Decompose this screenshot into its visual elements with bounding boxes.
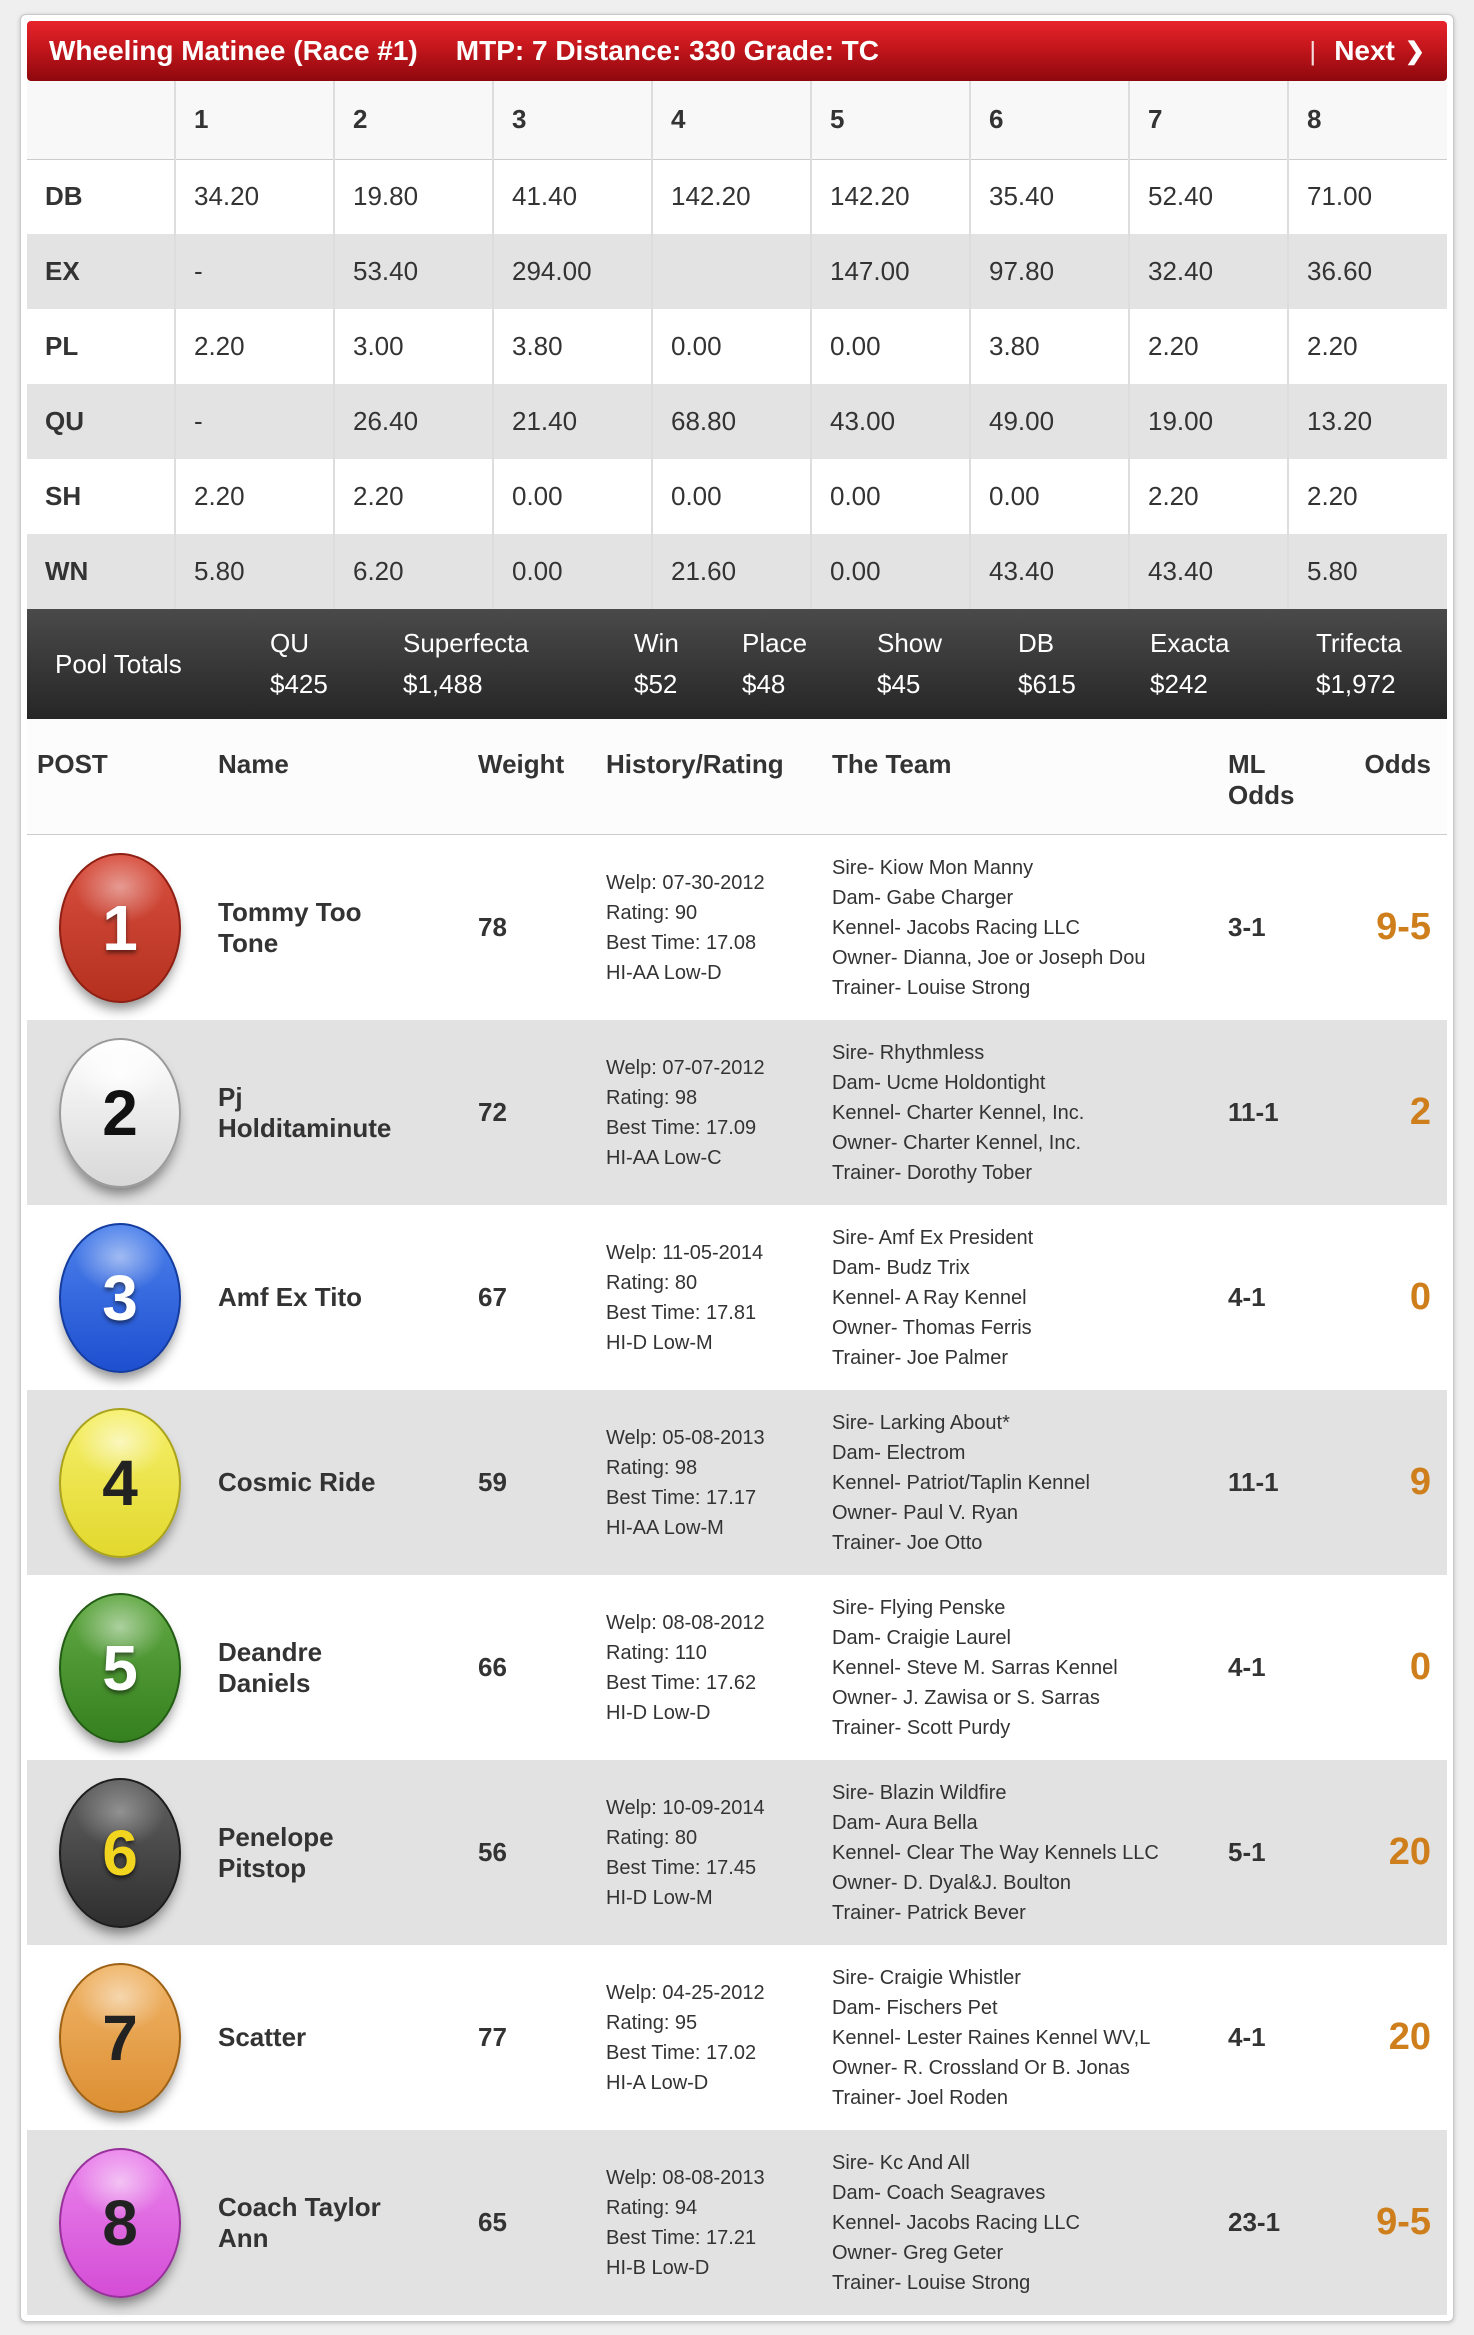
pool-name: Win [634, 628, 679, 658]
post-column-header: 5 [811, 81, 970, 159]
odds-row-wn [27, 534, 1447, 609]
odds-cell: 13.20 [1288, 384, 1447, 459]
pool-item-superfecta [403, 628, 634, 700]
odds-grid-corner-cell [27, 81, 175, 159]
runner-weight: 72 [478, 1097, 507, 1127]
entry-row-1 [27, 835, 1447, 1020]
odds-cell: 147.00 [811, 234, 970, 309]
pool-item-trifecta [1316, 628, 1402, 700]
post-column-header: 6 [970, 81, 1129, 159]
odds-cell: - [175, 234, 334, 309]
runner-weight: 59 [478, 1467, 507, 1497]
odds-cell [652, 234, 811, 309]
header-separator: | [1309, 35, 1317, 66]
runner-history: Welp: 08-08-2012 Rating: 110 Best Time: 17.62 HI-D Low-D [606, 1611, 765, 1724]
odds-cell: 21.40 [493, 384, 652, 459]
pool-amount: $425 [270, 669, 328, 699]
odds-cell: 2.20 [175, 309, 334, 384]
entry-row-7 [27, 1945, 1447, 2130]
runner-name: Coach Taylor Ann [218, 2191, 381, 2253]
chevron-right-icon: ❯ [1404, 37, 1425, 65]
runner-ml-odds: 23-1 [1228, 2207, 1281, 2237]
pool-amount: $615 [1018, 669, 1076, 699]
odds-cell: 21.60 [652, 534, 811, 609]
weight-header: Weight [452, 719, 582, 835]
odds-cell: 2.20 [1288, 459, 1447, 534]
pool-name: QU [270, 628, 309, 658]
pool-amount: $1,972 [1316, 669, 1396, 699]
runner-weight: 56 [478, 1837, 507, 1867]
runner-history: Welp: 10-09-2014 Rating: 80 Best Time: 17.45 HI-D Low-M [606, 1796, 765, 1909]
runner-odds: 20 [1388, 1831, 1431, 1873]
entry-row-4 [27, 1390, 1447, 1575]
post-column-header: 2 [334, 81, 493, 159]
runner-ml-odds: 5-1 [1228, 1837, 1266, 1867]
race-title: Wheeling Matinee (Race #1) [49, 35, 418, 66]
odds-row-label: QU [45, 406, 84, 436]
odds-cell: 41.40 [493, 159, 652, 234]
runner-odds: 20 [1388, 2016, 1431, 2058]
post-7-badge: 7 [59, 1963, 181, 2113]
odds-cell: 3.00 [334, 309, 493, 384]
pool-totals-bar [27, 609, 1447, 719]
pool-item-place [742, 628, 877, 700]
pool-amount: $52 [634, 669, 678, 699]
odds-row-ex [27, 234, 1447, 309]
post-column-header: 1 [175, 81, 334, 159]
runner-history: Welp: 07-07-2012 Rating: 98 Best Time: 17.09 HI-AA Low-C [606, 1056, 765, 1169]
runner-name: Amf Ex Tito [218, 1282, 362, 1312]
history-header: History/Rating [582, 719, 812, 835]
post-column-header: 8 [1288, 81, 1447, 159]
odds-cell: 32.40 [1129, 234, 1288, 309]
odds-cell: 43.40 [970, 534, 1129, 609]
runner-team: Sire- Larking About* Dam- Electrom Kennel- Patriot/Taplin Kennel Owner- Paul V. Ryan Trainer- Joe Otto [832, 1411, 1090, 1554]
post-6-badge: 6 [59, 1778, 181, 1928]
odds-row-label: SH [45, 481, 82, 511]
runner-weight: 65 [478, 2207, 507, 2237]
odds-cell: 2.20 [175, 459, 334, 534]
pool-name: Exacta [1150, 628, 1230, 658]
runner-ml-odds: 3-1 [1228, 912, 1266, 942]
race-card [20, 14, 1454, 2322]
post-4-badge: 4 [59, 1408, 181, 1558]
runner-team: Sire- Blazin Wildfire Dam- Aura Bella Kennel- Clear The Way Kennels LLC Owner- D. Dyal&J. Boulton Trainer- Patrick Bever [832, 1781, 1159, 1924]
race-info: MTP: 7 Distance: 330 Grade: TC [455, 35, 879, 66]
name-header: Name [202, 719, 452, 835]
odds-cell: 0.00 [493, 459, 652, 534]
race-header-bar [27, 21, 1447, 81]
odds-cell: 5.80 [1288, 534, 1447, 609]
pool-item-exacta [1150, 628, 1316, 700]
runner-name: Scatter [218, 2022, 307, 2052]
entry-row-8 [27, 2130, 1447, 2315]
odds-cell: 2.20 [1129, 459, 1288, 534]
odds-cell: 0.00 [811, 459, 970, 534]
entries-table [27, 719, 1447, 2315]
pool-amount: $48 [742, 669, 786, 699]
post-5-badge: 5 [59, 1593, 181, 1743]
odds-cell: 0.00 [652, 459, 811, 534]
pool-name: Superfecta [403, 628, 529, 658]
runner-team: Sire- Kc And All Dam- Coach Seagraves Kennel- Jacobs Racing LLC Owner- Greg Geter Trainer- Louise Strong [832, 2151, 1080, 2294]
post-column-header: 4 [652, 81, 811, 159]
post-1-badge: 1 [59, 853, 181, 1003]
next-race-button[interactable] [1334, 35, 1425, 67]
odds-cell: 53.40 [334, 234, 493, 309]
runner-name: Deandre Daniels [218, 1636, 323, 1698]
post-3-badge: 3 [59, 1223, 181, 1373]
odds-cell: 52.40 [1129, 159, 1288, 234]
runner-odds: 9 [1409, 1461, 1431, 1503]
runner-name: Penelope Pitstop [218, 1821, 334, 1883]
pool-name: Trifecta [1316, 628, 1402, 658]
odds-grid-header-row [27, 81, 1447, 159]
odds-cell: 3.80 [970, 309, 1129, 384]
odds-row-label: PL [45, 331, 79, 361]
odds-cell: 71.00 [1288, 159, 1447, 234]
runner-odds: 2 [1409, 1091, 1431, 1133]
runner-odds: 0 [1409, 1276, 1431, 1318]
post-2-badge: 2 [59, 1038, 181, 1188]
runner-ml-odds: 4-1 [1228, 2022, 1266, 2052]
entry-row-3 [27, 1205, 1447, 1390]
odds-cell: 19.80 [334, 159, 493, 234]
post-header: POST [27, 719, 202, 835]
odds-cell: 0.00 [652, 309, 811, 384]
odds-row-db [27, 159, 1447, 234]
odds-cell: 43.40 [1129, 534, 1288, 609]
odds-cell: 35.40 [970, 159, 1129, 234]
odds-cell: 5.80 [175, 534, 334, 609]
odds-cell: 36.60 [1288, 234, 1447, 309]
next-label: Next [1334, 35, 1395, 66]
runner-weight: 77 [478, 2022, 507, 2052]
runner-ml-odds: 11-1 [1228, 1467, 1279, 1497]
runner-ml-odds: 4-1 [1228, 1282, 1266, 1312]
runner-team: Sire- Amf Ex President Dam- Budz Trix Kennel- A Ray Kennel Owner- Thomas Ferris Trainer- Joe Palmer [832, 1226, 1034, 1369]
odds-cell: - [175, 384, 334, 459]
pool-name: Place [742, 628, 808, 658]
odds-row-label: WN [45, 556, 89, 586]
odds-cell: 97.80 [970, 234, 1129, 309]
runner-history: Welp: 08-08-2013 Rating: 94 Best Time: 17.21 HI-B Low-D [606, 2166, 765, 2279]
runner-weight: 66 [478, 1652, 507, 1682]
pool-item-win [634, 628, 742, 700]
odds-cell: 2.20 [1288, 309, 1447, 384]
pool-item-show [877, 628, 1018, 700]
odds-cell: 0.00 [811, 309, 970, 384]
odds-cell: 142.20 [652, 159, 811, 234]
team-header: The Team [812, 719, 1212, 835]
pool-amount: $1,488 [403, 669, 483, 699]
entry-row-6 [27, 1760, 1447, 1945]
post-8-badge: 8 [59, 2148, 181, 2298]
odds-cell: 294.00 [493, 234, 652, 309]
entry-row-5 [27, 1575, 1447, 1760]
runner-weight: 78 [478, 912, 507, 942]
pool-item-db [1018, 628, 1150, 700]
pool-name: Show [877, 628, 943, 658]
runner-odds: 9-5 [1376, 906, 1431, 948]
odds-row-sh [27, 459, 1447, 534]
odds-row-label: DB [45, 181, 83, 212]
runner-name: Cosmic Ride [218, 1467, 376, 1497]
runner-ml-odds: 4-1 [1228, 1652, 1266, 1682]
runner-weight: 67 [478, 1282, 507, 1312]
runner-team: Sire- Rhythmless Dam- Ucme Holdontight Kennel- Charter Kennel, Inc. Owner- Charter Kennel, Inc. Trainer- Dorothy Tober [832, 1041, 1085, 1184]
odds-cell: 2.20 [334, 459, 493, 534]
runner-history: Welp: 11-05-2014 Rating: 80 Best Time: 17.81 HI-D Low-M [606, 1241, 764, 1354]
entries-header-row [27, 719, 1447, 835]
odds-header: Odds [1347, 719, 1447, 835]
odds-cell: 0.00 [970, 459, 1129, 534]
post-column-header: 3 [493, 81, 652, 159]
runner-ml-odds: 11-1 [1228, 1097, 1279, 1127]
odds-cell: 34.20 [175, 159, 334, 234]
runner-team: Sire- Craigie Whistler Dam- Fischers Pet Kennel- Lester Raines Kennel WV,L Owner- R. Crossland Or B. Jonas Trainer- Joel Roden [832, 1966, 1151, 2109]
pool-item-qu [270, 628, 403, 700]
odds-cell: 49.00 [970, 384, 1129, 459]
runner-team: Sire- Flying Penske Dam- Craigie Laurel Kennel- Steve M. Sarras Kennel Owner- J. Zawisa or S. Sarras Trainer- Scott Purdy [832, 1596, 1118, 1739]
runner-history: Welp: 05-08-2013 Rating: 98 Best Time: 17.17 HI-AA Low-M [606, 1426, 765, 1539]
runner-odds: 9-5 [1376, 2201, 1431, 2243]
pool-amount: $242 [1150, 669, 1208, 699]
runner-name: Tommy Too Tone [218, 896, 362, 958]
odds-cell: 0.00 [493, 534, 652, 609]
runner-odds: 0 [1409, 1646, 1431, 1688]
odds-grid-table [27, 81, 1447, 609]
odds-cell: 26.40 [334, 384, 493, 459]
pool-amount: $45 [877, 669, 921, 699]
runner-history: Welp: 04-25-2012 Rating: 95 Best Time: 17.02 HI-A Low-D [606, 1981, 765, 2094]
odds-cell: 2.20 [1129, 309, 1288, 384]
entry-row-2 [27, 1020, 1447, 1205]
runner-history: Welp: 07-30-2012 Rating: 90 Best Time: 17.08 HI-AA Low-D [606, 871, 765, 984]
odds-cell: 43.00 [811, 384, 970, 459]
pool-totals-label: Pool Totals [55, 648, 182, 679]
odds-row-label: EX [45, 256, 80, 286]
odds-cell: 3.80 [493, 309, 652, 384]
odds-cell: 19.00 [1129, 384, 1288, 459]
odds-row-pl [27, 309, 1447, 384]
runner-team: Sire- Kiow Mon Manny Dam- Gabe Charger Kennel- Jacobs Racing LLC Owner- Dianna, Joe or Joseph Dou Trainer- Louise Strong [832, 856, 1146, 999]
pool-name: DB [1018, 628, 1055, 658]
post-column-header: 7 [1129, 81, 1288, 159]
odds-row-qu [27, 384, 1447, 459]
odds-cell: 142.20 [811, 159, 970, 234]
ml-odds-header: ML Odds [1212, 719, 1347, 835]
odds-cell: 6.20 [334, 534, 493, 609]
runner-name: Pj Holditaminute [218, 1081, 392, 1143]
odds-cell: 68.80 [652, 384, 811, 459]
odds-cell: 0.00 [811, 534, 970, 609]
